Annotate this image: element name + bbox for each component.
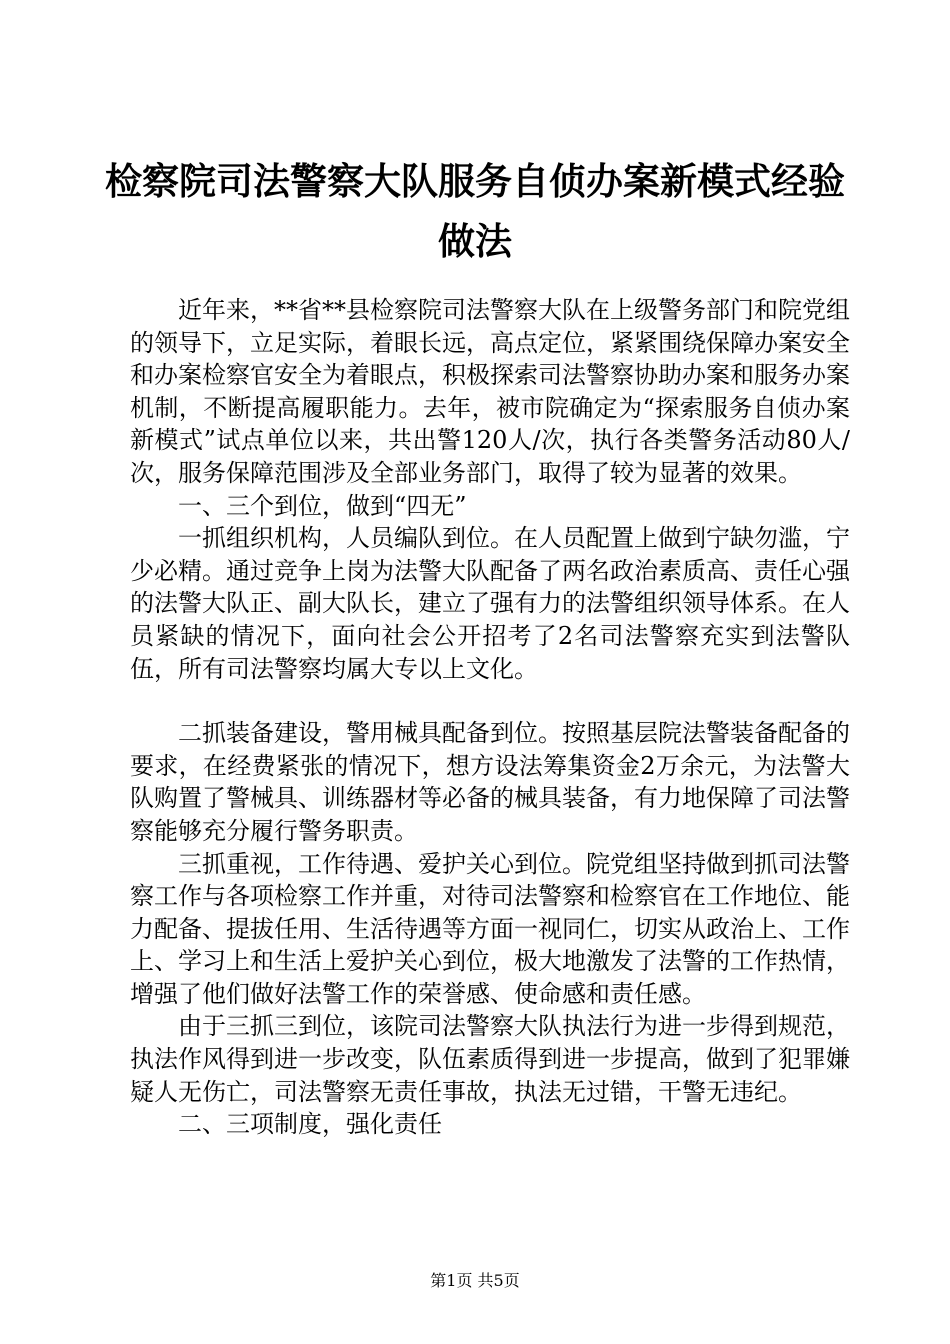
paragraph-organization: 一抓组织机构，人员编队到位。在人员配置上做到宁缺勿滥，宁少必精。通过竞争上岗为法警大队配备了两名政治素质高、责任心强的法警大队正、副大队长，建立了强有力的法警组织领导体系。在人员紧缺的情况下，面向社会公开招考了2名司法警察充实到法警队伍，所有司法警察均属大专以上文化。 [130, 524, 850, 683]
document-body [130, 294, 850, 1141]
paragraph-intro: 近年来，**省**县检察院司法警察大队在上级警务部门和院党组的领导下，立足实际，着眼长远，高点定位，紧紧围绕保障办案安全和办案检察官安全为着眼点，积极探索司法警察协助办案和服务办案机制，不断提高履职能力。去年，被市院确定为“探索服务自侦办案新模式”试点单位以来，共出警120人/次，执行各类警务活动80人/次，服务保障范围涉及全部业务部门，取得了较为显著的效果。 [130, 296, 850, 487]
section-heading-2: 二、三项制度，强化责任 [178, 1110, 442, 1139]
document-title-line-1: 检察院司法警察大队服务自侦办案新模式经验 [105, 159, 845, 203]
paragraph-results: 由于三抓三到位，该院司法警察大队执法行为进一步得到规范，执法作风得到进一步改变，队伍素质得到进一步提高，做到了犯罪嫌疑人无伤亡，司法警察无责任事故，执法无过错，干警无违纪。 [130, 1012, 850, 1106]
page-number-footer: 第1页 共5页 [430, 1271, 520, 1290]
paragraph-equipment: 二抓装备建设，警用械具配备到位。按照基层院法警装备配备的要求，在经费紧张的情况下，想方设法筹集资金2万余元，为法警大队购置了警械具、训练器材等必备的械具装备，有力地保障了司法警察能够充分履行警务职责。 [130, 719, 850, 845]
paragraph-treatment: 三抓重视，工作待遇、爱护关心到位。院党组坚持做到抓司法警察工作与各项检察工作并重，对待司法警察和检察官在工作地位、能力配备、提拔任用、生活待遇等方面一视同仁，切实从政治上、工作上、学习上和生活上爱护关心到位，极大地激发了法警的工作热情，增强了他们做好法警工作的荣誉感、使命感和责任感。 [130, 849, 850, 1008]
document-title-line-2: 做法 [438, 219, 512, 263]
section-heading-1: 一、三个到位，做到“四无” [178, 491, 467, 520]
